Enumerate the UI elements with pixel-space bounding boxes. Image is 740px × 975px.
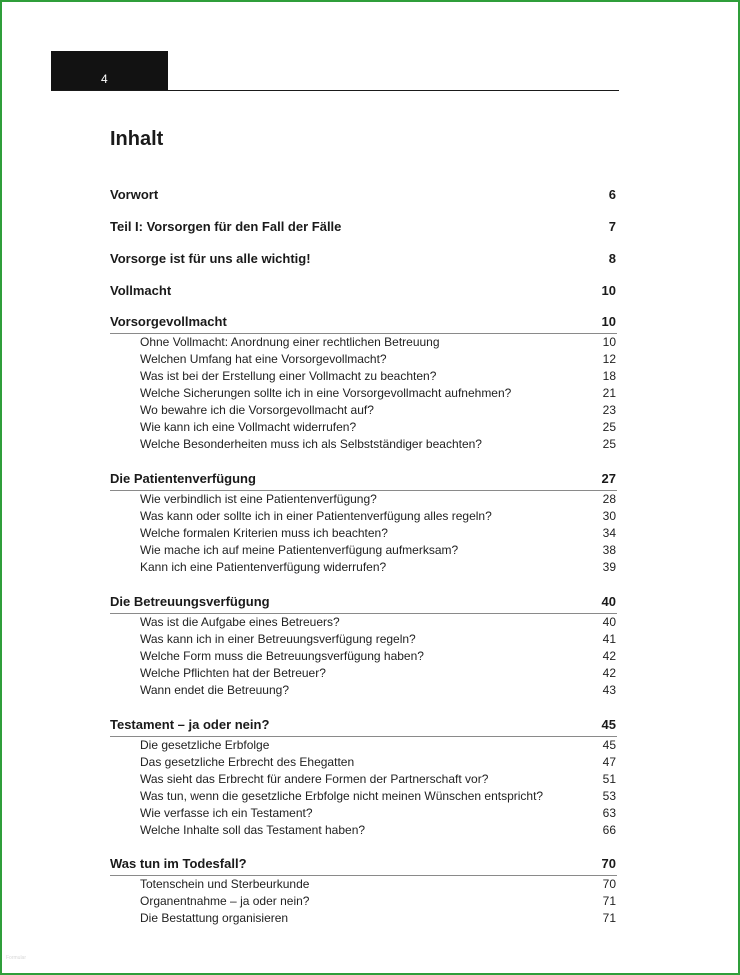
entry-title: Welche Inhalte soll das Testament haben?: [140, 823, 366, 837]
toc-chapter-teil-1[interactable]: [110, 216, 617, 239]
table-of-contents: [110, 184, 617, 927]
entry-title: Wie kann ich eine Vollmacht widerrufen?: [140, 420, 357, 434]
entry-title: Welche formalen Kriterien muss ich beachten?: [140, 526, 388, 540]
chapter-title: Teil I: Vorsorgen für den Fall der Fälle: [110, 219, 342, 234]
entry-title: Totenschein und Sterbeurkunde: [140, 877, 310, 891]
entry-page: 71: [602, 894, 616, 908]
toc-entry[interactable]: [110, 788, 617, 805]
entry-title: Welche Form muss die Betreuungsverfügung haben?: [140, 649, 424, 663]
page-number-tab: [51, 51, 168, 91]
chapter-title: Was tun im Todesfall?: [110, 856, 247, 871]
chapter-page: 7: [608, 219, 616, 234]
entry-page: 42: [602, 649, 616, 663]
entry-title: Organentnahme – ja oder nein?: [140, 894, 310, 908]
toc-entry[interactable]: [110, 334, 617, 351]
toc-chapter-patientenverfuegung[interactable]: [110, 468, 617, 491]
entry-title: Was ist die Aufgabe eines Betreuers?: [140, 615, 340, 629]
header-rule: [51, 90, 619, 91]
entry-title: Wann endet die Betreuung?: [140, 683, 289, 697]
entry-title: Ohne Vollmacht: Anordnung einer rechtlichen Betreuung: [140, 335, 440, 349]
toc-entry[interactable]: [110, 754, 617, 771]
entry-title: Wo bewahre ich die Vorsorgevollmacht auf?: [140, 403, 374, 417]
entry-title: Welchen Umfang hat eine Vorsorgevollmacht?: [140, 352, 387, 366]
toc-entry[interactable]: [110, 910, 617, 927]
toc-entry[interactable]: [110, 822, 617, 839]
toc-section-patientenverfuegung: [110, 491, 617, 576]
entry-page: 40: [602, 615, 616, 629]
entry-page: 25: [602, 437, 616, 451]
entry-title: Welche Sicherungen sollte ich in eine Vorsorgevollmacht aufnehmen?: [140, 386, 512, 400]
chapter-title: Die Patientenverfügung: [110, 471, 256, 486]
entry-page: 53: [602, 789, 616, 803]
toc-chapter-testament[interactable]: [110, 714, 617, 737]
toc-entry[interactable]: [110, 682, 617, 699]
entry-page: 21: [602, 386, 616, 400]
toc-entry[interactable]: [110, 631, 617, 648]
chapter-page: 8: [608, 251, 616, 266]
entry-title: Was tun, wenn die gesetzliche Erbfolge nicht meinen Wünschen entspricht?: [140, 789, 544, 803]
entry-title: Wie verfasse ich ein Testament?: [140, 806, 313, 820]
toc-entry[interactable]: [110, 614, 617, 631]
entry-title: Kann ich eine Patientenverfügung widerrufen?: [140, 560, 387, 574]
entry-page: 43: [602, 683, 616, 697]
entry-title: Wie verbindlich ist eine Patientenverfügung?: [140, 492, 377, 506]
chapter-page: 10: [601, 314, 616, 329]
entry-title: Die gesetzliche Erbfolge: [140, 738, 270, 752]
toc-section-todesfall: [110, 876, 617, 927]
entry-title: Welche Besonderheiten muss ich als Selbstständiger beachten?: [140, 437, 482, 451]
entry-title: Was sieht das Erbrecht für andere Formen der Partnerschaft vor?: [140, 772, 489, 786]
toc-entry[interactable]: [110, 385, 617, 402]
toc-entry[interactable]: [110, 893, 617, 910]
entry-title: Was kann ich in einer Betreuungsverfügung regeln?: [140, 632, 416, 646]
entry-page: 23: [602, 403, 616, 417]
chapter-title: Vorsorge ist für uns alle wichtig!: [110, 251, 311, 266]
entry-page: 10: [602, 335, 616, 349]
toc-entry[interactable]: [110, 648, 617, 665]
entry-page: 30: [602, 509, 616, 523]
toc-chapter-vollmacht[interactable]: [110, 280, 617, 303]
toc-entry[interactable]: [110, 402, 617, 419]
entry-title: Wie mache ich auf meine Patientenverfügung aufmerksam?: [140, 543, 459, 557]
toc-entry[interactable]: [110, 542, 617, 559]
entry-page: 45: [602, 738, 616, 752]
toc-entry[interactable]: [110, 805, 617, 822]
toc-entry[interactable]: [110, 508, 617, 525]
entry-page: 39: [602, 560, 616, 574]
corner-mark: Formular: [6, 955, 27, 961]
toc-section-vorsorgevollmacht: [110, 334, 617, 453]
toc-entry[interactable]: [110, 737, 617, 754]
entry-page: 70: [602, 877, 616, 891]
toc-chapter-betreuungsverfuegung[interactable]: [110, 591, 617, 614]
chapter-title: Die Betreuungsverfügung: [110, 594, 270, 609]
chapter-page: 40: [601, 594, 616, 609]
toc-entry[interactable]: [110, 559, 617, 576]
page-number: 4: [101, 72, 108, 86]
entry-page: 71: [602, 911, 616, 925]
chapter-page: 70: [601, 856, 616, 871]
chapter-title: Testament – ja oder nein?: [110, 717, 270, 732]
entry-title: Was ist bei der Erstellung einer Vollmacht zu beachten?: [140, 369, 437, 383]
entry-page: 42: [602, 666, 616, 680]
entry-page: 38: [602, 543, 616, 557]
chapter-page: 45: [601, 717, 616, 732]
toc-chapter-vorsorge[interactable]: [110, 248, 617, 271]
entry-page: 25: [602, 420, 616, 434]
toc-entry[interactable]: [110, 665, 617, 682]
chapter-page: 10: [601, 283, 616, 298]
chapter-title: Vorwort: [110, 187, 159, 202]
entry-page: 66: [602, 823, 616, 837]
entry-page: 28: [602, 492, 616, 506]
toc-title: Inhalt: [110, 128, 164, 150]
chapter-page: 6: [608, 187, 616, 202]
toc-chapter-vorwort[interactable]: [110, 184, 617, 207]
entry-page: 12: [602, 352, 616, 366]
entry-page: 63: [602, 806, 616, 820]
toc-entry[interactable]: [110, 351, 617, 368]
toc-entry[interactable]: [110, 525, 617, 542]
entry-page: 51: [602, 772, 616, 786]
entry-title: Die Bestattung organisieren: [140, 911, 289, 925]
entry-title: Was kann oder sollte ich in einer Patientenverfügung alles regeln?: [140, 509, 492, 523]
entry-title: Das gesetzliche Erbrecht des Ehegatten: [140, 755, 355, 769]
toc-entry[interactable]: [110, 436, 617, 453]
toc-entry[interactable]: [110, 771, 617, 788]
toc-section-testament: [110, 737, 617, 839]
chapter-title: Vollmacht: [110, 283, 172, 298]
entry-page: 47: [602, 755, 616, 769]
chapter-title: Vorsorgevollmacht: [110, 314, 227, 329]
toc-entry[interactable]: [110, 876, 617, 893]
toc-chapter-vorsorgevollmacht[interactable]: [110, 311, 617, 334]
chapter-page: 27: [601, 471, 616, 486]
entry-page: 41: [602, 632, 616, 646]
toc-chapter-todesfall[interactable]: [110, 853, 617, 876]
entry-title: Welche Pflichten hat der Betreuer?: [140, 666, 326, 680]
toc-entry[interactable]: [110, 368, 617, 385]
entry-page: 18: [602, 369, 616, 383]
toc-entry[interactable]: [110, 419, 617, 436]
toc-section-betreuungsverfuegung: [110, 614, 617, 699]
toc-entry[interactable]: [110, 491, 617, 508]
entry-page: 34: [602, 526, 616, 540]
